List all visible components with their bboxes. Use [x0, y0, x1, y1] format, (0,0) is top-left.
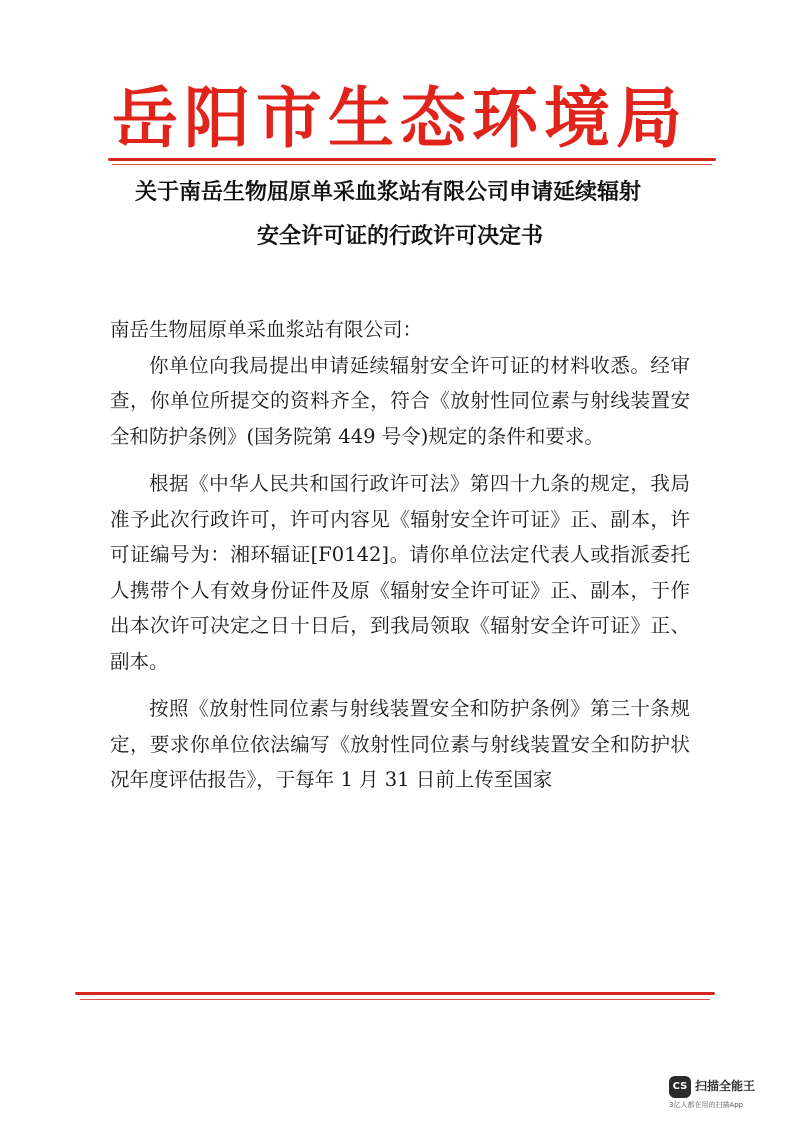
watermark-app-name: 扫描全能王: [695, 1079, 756, 1093]
bottom-red-rule: [75, 992, 715, 995]
document-body: [110, 312, 690, 798]
watermark-tagline: 3亿人都在用的扫描App: [669, 1101, 744, 1109]
top-red-rule: [108, 158, 716, 161]
camscanner-logo-icon: CS: [669, 1076, 691, 1098]
paragraph-1: 你单位向我局提出申请延续辐射安全许可证的材料收悉。经审查，你单位所提交的资料齐全，符合《放射性同位素与射线装置安全和防护条例》(国务院第 449 号令)规定的条件和要求。: [110, 353, 690, 448]
scanner-watermark: [669, 1074, 779, 1114]
paragraph-2: 根据《中华人民共和国行政许可法》第四十九条的规定，我局准予此次行政许可，许可内容见《辐射安全许可证》正、副本，许可证编号为：湘环辐证[F0142]。请你单位法定代表人或指派委托人携带个人有效身份证件及原《辐射安全许可证》正、副本，于作出本次许可决定之日十日后，到我局领取《辐射安全许可证》正、副本。: [110, 472, 690, 673]
top-red-rule-thin: [112, 164, 712, 165]
masthead-title: 岳阳市生态环境局: [112, 79, 688, 157]
document-title-line-2: 安全许可证的行政许可决定书: [256, 224, 543, 249]
salutation: 南岳生物屈原单采血浆站有限公司：: [110, 318, 423, 341]
document-title-line-1: 关于南岳生物屈原单采血浆站有限公司申请延续辐射: [134, 180, 641, 205]
bottom-red-rule-thin: [80, 999, 710, 1000]
paragraph-3: 按照《放射性同位素与射线装置安全和防护条例》第三十条规定，要求你单位依法编写《放射性同位素与射线装置安全和防护状况年度评估报告》，于每年 1 月 31 日前上传至国家: [110, 697, 690, 791]
